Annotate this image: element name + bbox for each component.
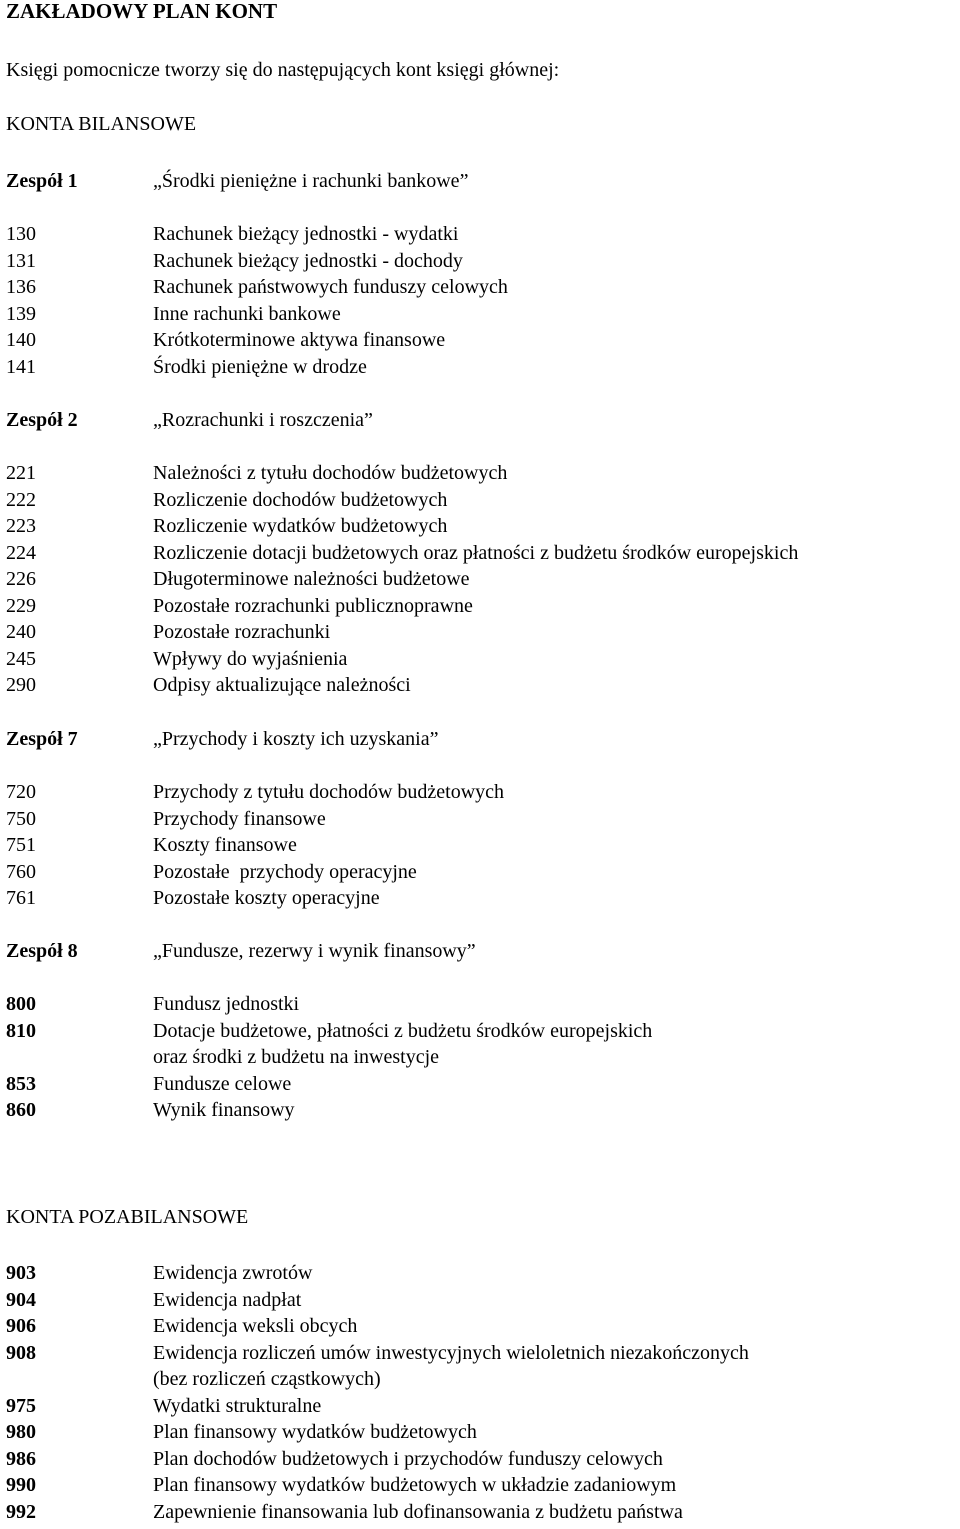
account-code: 290 (6, 674, 36, 696)
account-code: 229 (6, 594, 36, 617)
account-group-7 (6, 726, 956, 753)
group-header (6, 726, 956, 753)
group-label: Zespół 1 (6, 170, 78, 192)
account-name: Rachunek bieżący jednostki - wydatki (153, 223, 459, 245)
account-group-2 (6, 407, 956, 434)
group-label: Zespół 2 (6, 409, 78, 431)
account-row (6, 1071, 956, 1098)
account-row (6, 1419, 956, 1446)
account-name: Przychody z tytułu dochodów budżetowych (153, 781, 505, 803)
account-row (6, 1260, 956, 1287)
account-name: Plan finansowy wydatków budżetowych (153, 1421, 477, 1443)
account-name: Rozliczenie dotacji budżetowych oraz płatności z budżetu środków europejskich (153, 541, 799, 564)
account-code: 980 (6, 1421, 36, 1443)
account-row (6, 221, 956, 248)
account-list-offbalance (6, 1260, 956, 1525)
account-name: Pozostałe koszty operacyjne (153, 887, 380, 909)
account-code: 240 (6, 621, 36, 643)
account-row (6, 1446, 956, 1473)
account-group-8 (6, 938, 956, 965)
account-code: 223 (6, 515, 36, 537)
account-code: 986 (6, 1447, 36, 1470)
intro-text: Księgi pomocnicze tworzy się do następujących kont księgi głównej: (6, 59, 560, 81)
account-row (6, 779, 956, 806)
account-name: Pozostałe rozrachunki (153, 621, 331, 643)
account-row (6, 274, 956, 301)
account-name: Środki pieniężne w drodze (153, 355, 367, 378)
account-row (6, 354, 956, 381)
balance-accounts-heading: KONTA BILANSOWE (6, 113, 197, 135)
account-row (6, 885, 956, 912)
account-row (6, 248, 956, 275)
account-code: 908 (6, 1341, 36, 1364)
account-name: Ewidencja weksli obcych (153, 1315, 358, 1337)
account-name: Ewidencja zwrotów (153, 1262, 313, 1284)
account-name: Inne rachunki bankowe (153, 302, 341, 325)
account-name: Fundusze celowe (153, 1072, 292, 1095)
account-row (6, 646, 956, 673)
account-code: 903 (6, 1262, 36, 1284)
account-code: 245 (6, 647, 36, 670)
account-code: 221 (6, 462, 36, 484)
account-row (6, 301, 956, 328)
account-name: Rachunek bieżący jednostki - dochody (153, 249, 463, 272)
account-code: 224 (6, 541, 36, 564)
account-code: 990 (6, 1474, 36, 1496)
account-name: Wynik finansowy (153, 1099, 295, 1121)
account-name: Długoterminowe należności budżetowe (153, 568, 470, 590)
group-name: „Rozrachunki i roszczenia” (153, 409, 373, 431)
account-name: Plan finansowy wydatków budżetowych w układzie zadaniowym (153, 1474, 677, 1496)
account-row (6, 1472, 956, 1499)
account-code: 226 (6, 568, 36, 590)
group-name: „Fundusze, rezerwy i wynik finansowy” (153, 940, 476, 962)
account-code: 130 (6, 223, 36, 245)
account-code: 751 (6, 834, 36, 856)
account-code: 992 (6, 1500, 36, 1523)
account-code: 853 (6, 1072, 36, 1095)
account-name-continuation: (bez rozliczeń cząstkowych) (153, 1368, 381, 1390)
account-row (6, 593, 956, 620)
account-name: Rozliczenie wydatków budżetowych (153, 515, 448, 537)
account-row (6, 672, 956, 699)
account-row (6, 991, 956, 1018)
account-code: 860 (6, 1099, 36, 1121)
account-name: Dotacje budżetowe, płatności z budżetu środków europejskich (153, 1019, 653, 1042)
account-name: Plan dochodów budżetowych i przychodów funduszy celowych (153, 1447, 663, 1470)
account-code: 136 (6, 276, 36, 298)
account-code: 750 (6, 807, 36, 830)
account-row (6, 1499, 956, 1526)
account-code: 800 (6, 993, 36, 1015)
account-row (6, 1393, 956, 1420)
account-list-group-1 (6, 221, 956, 380)
account-row (6, 487, 956, 514)
group-name: „Środki pieniężne i rachunki bankowe” (153, 170, 469, 192)
account-code: 904 (6, 1288, 36, 1311)
account-list-group-7 (6, 779, 956, 912)
account-code: 760 (6, 860, 36, 883)
account-name: Fundusz jednostki (153, 993, 300, 1015)
account-row (6, 1097, 956, 1124)
account-row (6, 1313, 956, 1340)
account-code: 222 (6, 488, 36, 511)
account-row (6, 619, 956, 646)
account-name: Pozostałe przychody operacyjne (153, 860, 417, 883)
account-name: Wpływy do wyjaśnienia (153, 647, 348, 670)
account-row (6, 540, 956, 567)
account-row (6, 1340, 956, 1367)
offbalance-accounts-heading: KONTA POZABILANSOWE (6, 1206, 249, 1228)
account-list-group-8 (6, 991, 956, 1124)
group-header (6, 168, 956, 195)
account-name-continuation: oraz środki z budżetu na inwestycje (153, 1046, 440, 1068)
account-row (6, 1018, 956, 1045)
group-name: „Przychody i koszty ich uzyskania” (153, 728, 439, 750)
account-code: 141 (6, 355, 36, 378)
document-title: ZAKŁADOWY PLAN KONT (6, 0, 278, 23)
account-code: 810 (6, 1019, 36, 1042)
account-row (6, 806, 956, 833)
account-name: Przychody finansowe (153, 807, 326, 830)
account-row (6, 566, 956, 593)
group-label: Zespół 8 (6, 940, 78, 962)
account-name: Odpisy aktualizujące należności (153, 674, 411, 696)
account-row (6, 859, 956, 886)
account-name: Ewidencja nadpłat (153, 1288, 302, 1311)
account-name: Rozliczenie dochodów budżetowych (153, 488, 448, 511)
account-name: Koszty finansowe (153, 834, 297, 856)
account-name: Wydatki strukturalne (153, 1394, 322, 1417)
account-name: Krótkoterminowe aktywa finansowe (153, 329, 446, 351)
group-label: Zespół 7 (6, 728, 78, 750)
account-name: Pozostałe rozrachunki publicznoprawne (153, 594, 473, 617)
account-code: 720 (6, 781, 36, 803)
account-row (6, 832, 956, 859)
group-header (6, 938, 956, 965)
account-code: 139 (6, 302, 36, 325)
account-list-group-2 (6, 460, 956, 699)
account-name: Należności z tytułu dochodów budżetowych (153, 462, 508, 484)
account-code: 761 (6, 887, 36, 909)
account-name: Zapewnienie finansowania lub dofinansowania z budżetu państwa (153, 1500, 683, 1523)
account-row (6, 460, 956, 487)
account-name: Rachunek państwowych funduszy celowych (153, 276, 508, 298)
account-code: 140 (6, 329, 36, 351)
group-header (6, 407, 956, 434)
account-name: Ewidencja rozliczeń umów inwestycyjnych wieloletnich niezakończonych (153, 1341, 749, 1364)
account-group-1 (6, 168, 956, 195)
account-code: 975 (6, 1394, 36, 1417)
account-row (6, 1287, 956, 1314)
account-code: 906 (6, 1315, 36, 1337)
account-code: 131 (6, 249, 36, 272)
account-row (6, 513, 956, 540)
account-row (6, 327, 956, 354)
